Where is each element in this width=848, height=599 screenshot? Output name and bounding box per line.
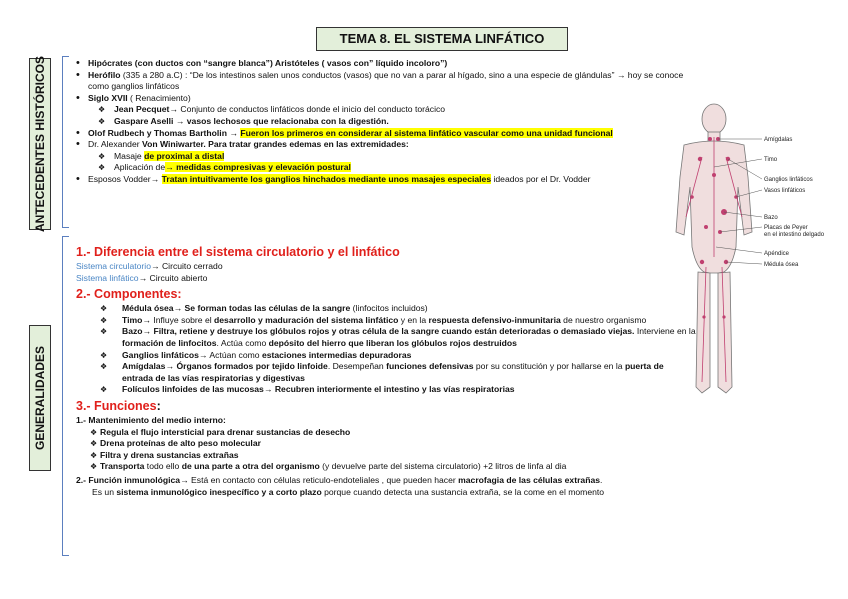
label-vasos: Vasos linfáticos (764, 188, 806, 194)
diamond-bullet-icon: ❖ (90, 427, 98, 437)
diamond-bullet-icon: ❖ (90, 450, 98, 460)
diamond-bullet-icon: ❖ (100, 350, 108, 360)
bracket-history (62, 56, 69, 228)
diamond-bullet-icon: ❖ (100, 385, 108, 395)
history-item-winiwarter: • Dr. Alexander Von Winiwarter. Para tratar grandes edemas en las extremidades: (74, 139, 684, 151)
label-amigdalas: Amígdalas (764, 137, 793, 143)
history-subitem-aselli: ❖ Gaspare Aselli → vasos lechosos que relacionaba con la digestión. (98, 115, 389, 126)
history-item-rudbech: • Olof Rudbech y Thomas Bartholin → Fueron los primeros en considerar al sistema linfático vascular como una unidad funcional (74, 128, 684, 140)
diamond-bullet-icon: ❖ (98, 151, 106, 161)
diamond-bullet-icon: ❖ (100, 315, 108, 325)
history-subitem-pecquet: ❖ Jean Pecquet→ Conjunto de conductos linfáticos donde el inicio del conducto torácico (98, 104, 446, 115)
history-subitem-aplicacion: ❖ Aplicación de→ medidas compresivas y elevación postural (98, 162, 351, 173)
component-timo: ❖ Timo→ Influye sobre el desarrollo y maduración del sistema linfático y en la respuesta defensivo-inmunitaria de nuestro organismo (100, 314, 647, 325)
diamond-bullet-icon: ❖ (90, 439, 98, 449)
history-item-vodder: • Esposos Vodder→ Tratan intuitivamente los ganglios hinchados mediante unos masajes especiales ideados por el Dr. Vodder (74, 174, 684, 186)
history-item-hipocrates: • Hipócrates (con ductos con “sangre blanca”) Aristóteles ( vasos con” líquido incoloro”) (74, 58, 684, 70)
heading-components: 2.- Componentes: (76, 287, 182, 302)
lymphatic-system-figure (662, 97, 842, 402)
function-1-item: ❖ Regula el flujo intersticial para drenar sustancias de desecho (90, 426, 351, 437)
function-1-transporta: ❖ Transporta todo ello de una parte a otra del organismo (y devuelve parte del sistema circulatorio) +2 litros de linfa al dia (90, 461, 567, 472)
component-amigdalas: ❖ Amígdalas→ Órganos formados por tejido linfoide. Desempeñan funciones defensivas por su constitución y por hallarse en la puerta de entrada de las vías respiratorias y digestivas (100, 361, 664, 383)
heading-functions: 3.- Funciones: (76, 398, 161, 413)
side-label-general-text: GENERALIDADES (33, 345, 47, 451)
label-medula: Médula ósea (764, 262, 799, 268)
heading-differences: 1.- Diferencia entre el sistema circulatorio y el linfático (76, 245, 400, 259)
function-2: 2.- Función inmunológica→ Está en contacto con células reticulo-endoteliales , que pueden hacer macrofagia de las células extrañas. (76, 474, 603, 485)
function-2-continuation: Es un sistema inmunológico inespecífico y a corto plazo porque cuando detecta una sustancia extraña, se la come en el momento (92, 486, 605, 497)
lymphatic-row: Sistema linfático→ Circuito abierto (76, 272, 208, 283)
label-ganglios: Ganglios linfáticos (764, 177, 813, 183)
history-item-herofilo: • Herófilo (335 a 280 a.C) : “De los intestinos salen unos conductos (vasos) que no van a parar al hígado, sino a una especie de glándulas” → hoy se conoce como ganglios linfáticos (74, 70, 684, 93)
diamond-bullet-icon: ❖ (100, 304, 108, 314)
component-medula: ❖ Médula ósea→ Se forman todas las células de la sangre (linfocitos incluidos) (100, 303, 428, 314)
history-section (74, 58, 684, 186)
history-item-siglo: • Siglo XVII ( Renacimiento) (74, 93, 684, 105)
side-label-history (29, 55, 51, 233)
function-1-item: ❖ Filtra y drena sustancias extrañas (90, 449, 239, 460)
function-1-heading: 1.- Mantenimiento del medio interno: (76, 414, 226, 425)
side-label-general (29, 325, 51, 471)
label-intestino: en el intestino delgado (764, 232, 825, 238)
body-illustration (662, 97, 842, 402)
label-timo: Timo (764, 157, 778, 163)
diamond-bullet-icon: ❖ (100, 327, 108, 337)
circulatory-row: Sistema circulatorio→ Circuito cerrado (76, 261, 223, 271)
component-ganglios: ❖ Ganglios linfáticos→ Actúan como estaciones intermedias depuradoras (100, 349, 412, 360)
side-label-history-text: ANTECEDENTES HISTÓRICOS (33, 55, 47, 233)
diamond-bullet-icon: ❖ (90, 462, 98, 472)
bracket-general (62, 236, 69, 556)
diamond-bullet-icon: ❖ (98, 163, 106, 173)
label-placas: Placas de Peyer (764, 225, 808, 231)
history-subitem-masaje: ❖ Masaje de proximal a distal (98, 150, 225, 161)
component-bazo: ❖ Bazo→ Filtra, retiene y destruye los glóbulos rojos y otras célula de la sangre cuando están deterioradas o demasiado viejas. Interviene en la formación de linfocitos. Actúa como depósito del hierro que liberan los glóbulos rojos destruidos (100, 326, 696, 348)
page-title: TEMA 8. EL SISTEMA LINFÁTICO (316, 27, 568, 51)
general-section (76, 244, 696, 498)
diamond-bullet-icon: ❖ (100, 362, 108, 372)
component-foliculos: ❖ Folículos linfoides de las mucosas→ Recubren interiormente el intestino y las vías respiratorias (100, 384, 515, 395)
function-1-item: ❖ Drena proteínas de alto peso molecular (90, 438, 261, 449)
diamond-bullet-icon: ❖ (98, 116, 106, 126)
diamond-bullet-icon: ❖ (98, 105, 106, 115)
label-apendice: Apéndice (764, 251, 790, 257)
label-bazo: Bazo (764, 215, 778, 221)
